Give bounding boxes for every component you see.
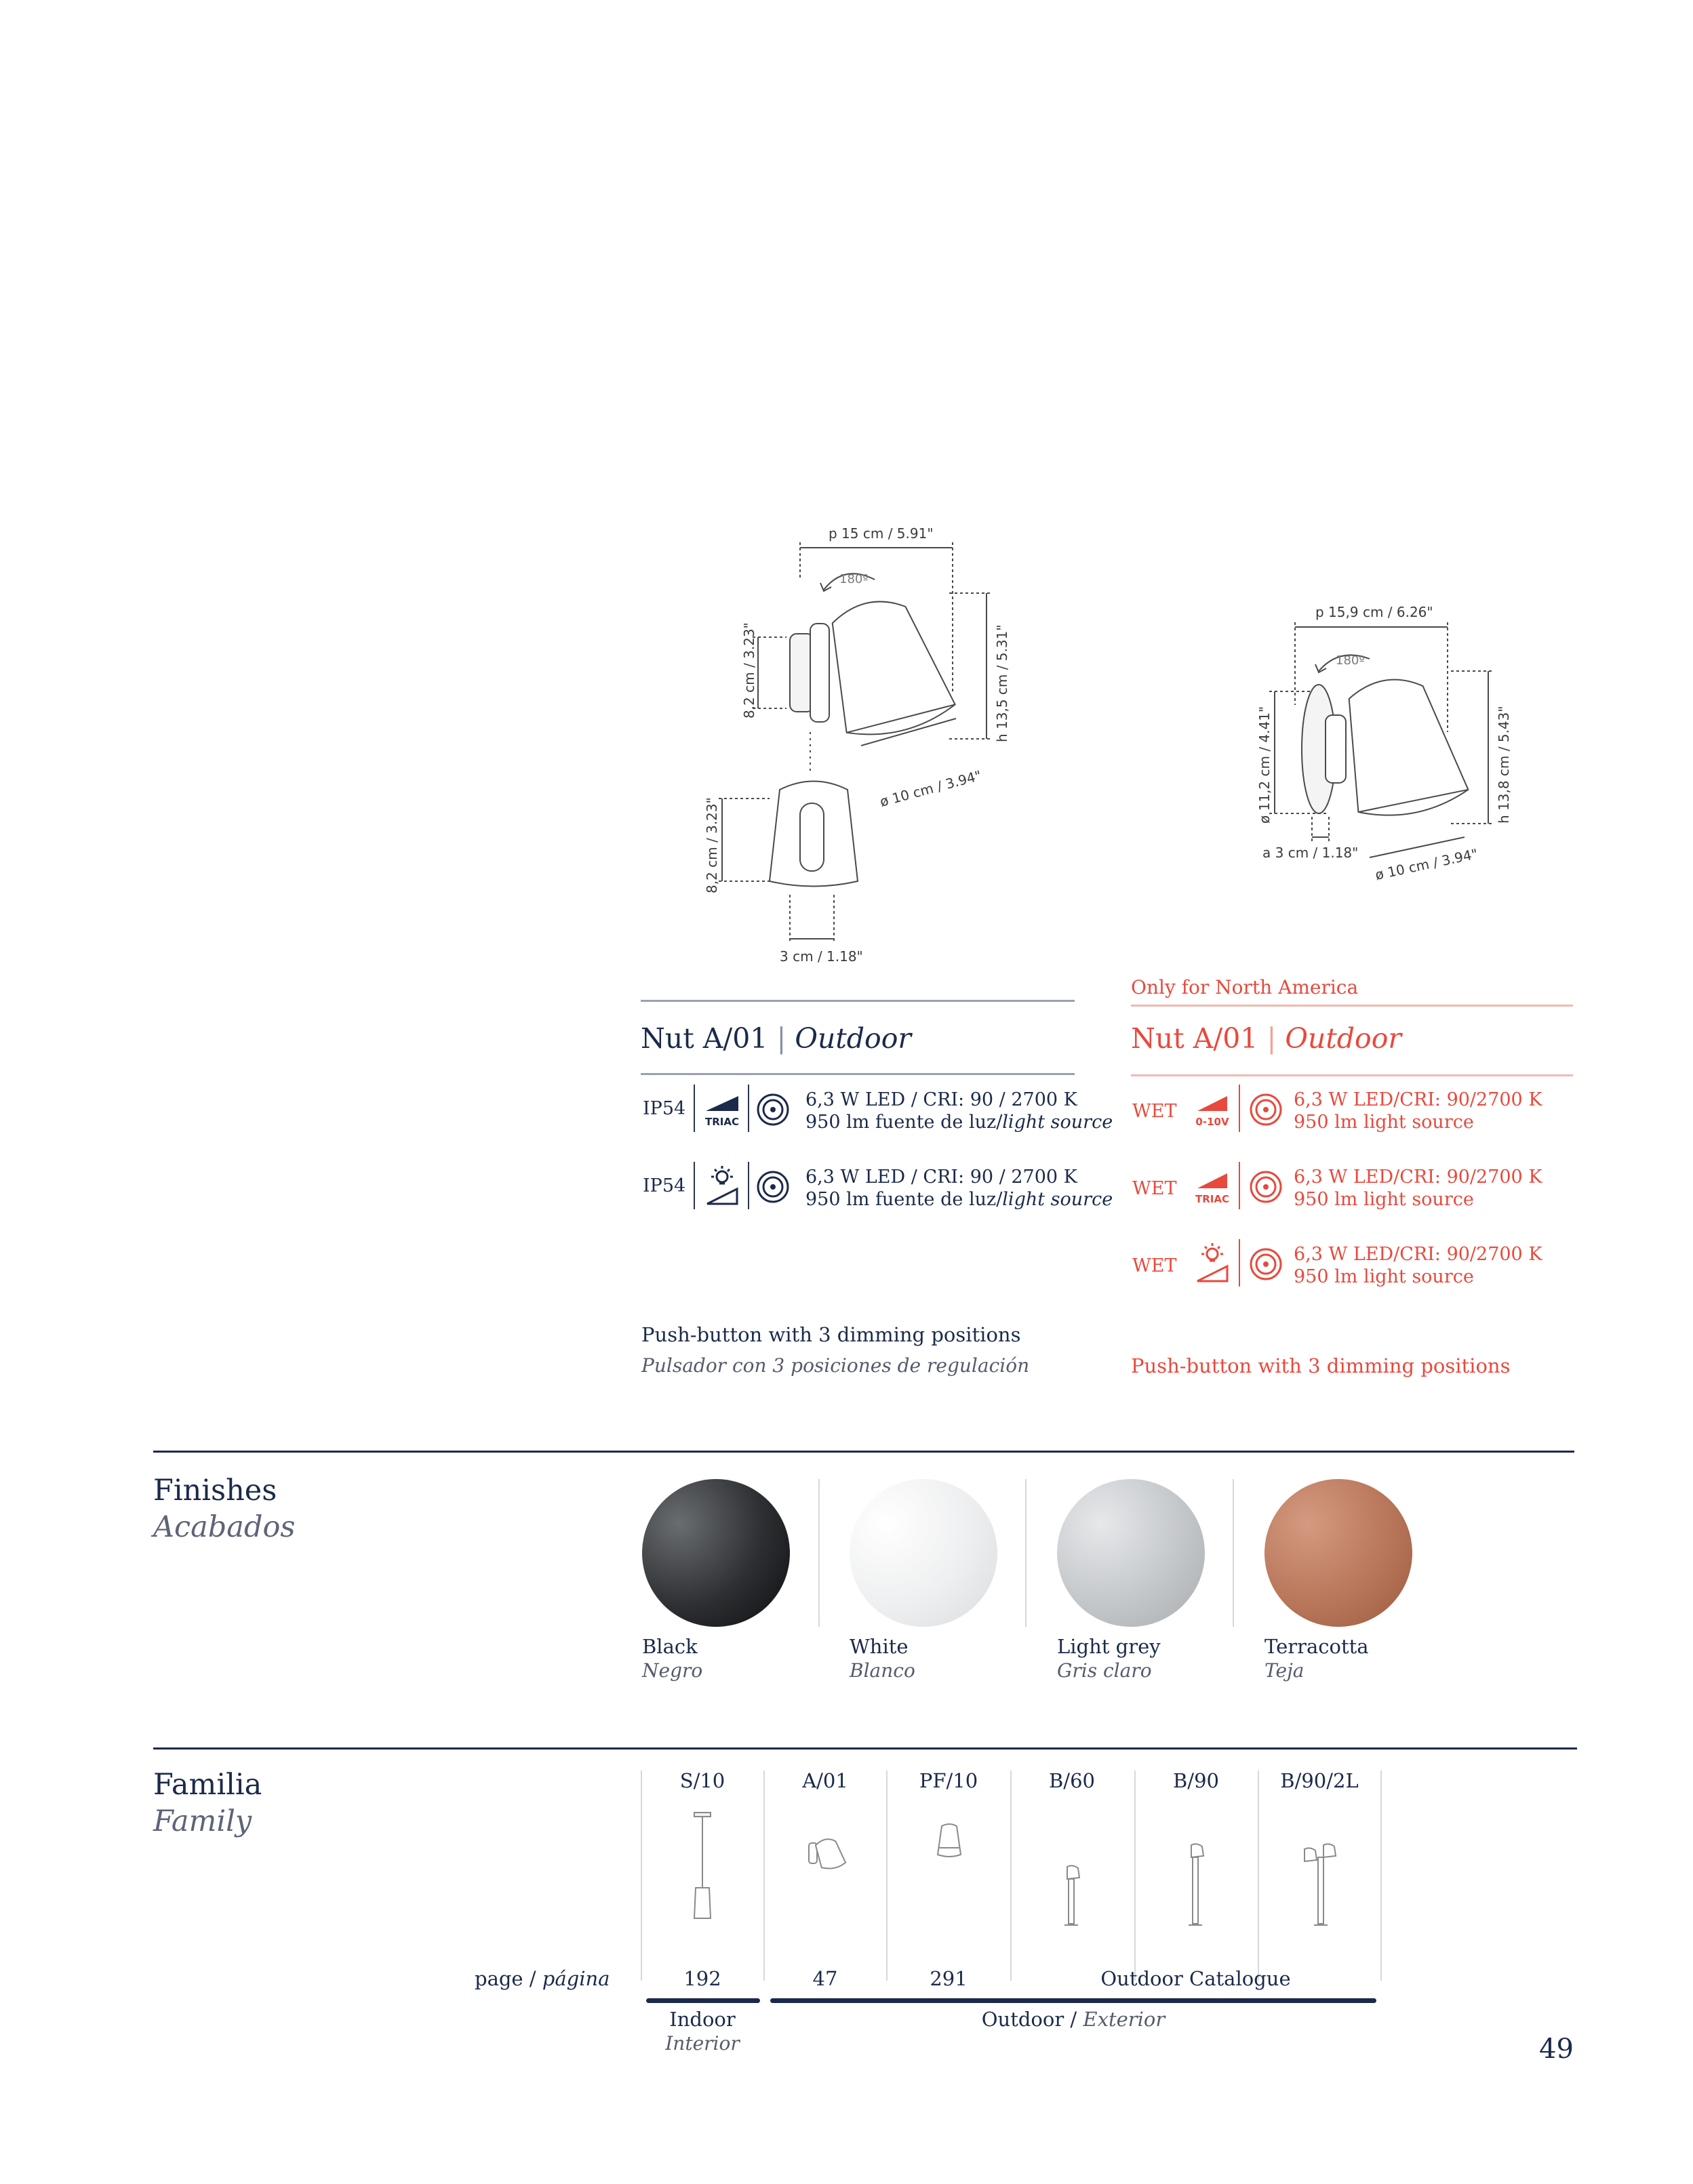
family-divider [763, 1771, 765, 1981]
spec-line-2: 950 lm light source [1294, 1112, 1474, 1133]
divider [1131, 1074, 1573, 1076]
spec-text [1294, 1089, 1542, 1133]
family-model[interactable]: S/10 [679, 1769, 725, 1792]
family-divider [1258, 1771, 1259, 1981]
outdoor-label: Outdoor / Exterior [981, 2008, 1166, 2031]
family-divider [1010, 1771, 1012, 1981]
divider [1131, 1005, 1573, 1007]
triac-label: TRIAC [705, 1116, 739, 1128]
push-dimmer-icon [702, 1165, 742, 1207]
led-source-icon [1249, 1247, 1283, 1281]
0-10v-label: 0-10V [1195, 1116, 1229, 1128]
dimming-note-es: Pulsador con 3 posiciones de regulación [641, 1354, 1030, 1377]
title-separator: | [1267, 1022, 1277, 1055]
title-separator: | [776, 1022, 786, 1055]
family-model[interactable]: A/01 [802, 1769, 848, 1792]
spec-line-1: 6,3 W LED / CRI: 90 / 2700 K [805, 1167, 1077, 1188]
family-divider [641, 1771, 642, 1981]
spec-line-2: 950 lm fuente de luz/light source [805, 1112, 1113, 1133]
led-source-icon [756, 1170, 790, 1204]
spec-text [805, 1089, 1113, 1133]
catalogue-ref[interactable]: Outdoor Catalogue [1100, 1967, 1291, 1990]
finish-name-es: Blanco [850, 1659, 915, 1682]
spec-text [1294, 1243, 1542, 1288]
triac-label: TRIAC [1195, 1193, 1229, 1205]
product-variant: Outdoor [1285, 1022, 1402, 1055]
spec-line-1: 6,3 W LED/CRI: 90/2700 K [1294, 1167, 1542, 1188]
ip-rating: IP54 [643, 1175, 686, 1196]
wall-lamp-icon [803, 1834, 851, 1874]
spec-line-2: 950 lm light source [1294, 1189, 1474, 1210]
finish-name-es: Gris claro [1057, 1659, 1152, 1682]
page-label: page / página [475, 1967, 610, 1990]
dim-label: ø 10 cm / 3.94" [1374, 845, 1479, 883]
section-rule [153, 1747, 1577, 1750]
spec-line-1: 6,3 W LED/CRI: 90/2700 K [1294, 1244, 1542, 1265]
finishes-title: Finishes [153, 1474, 277, 1508]
section-rule [153, 1451, 1574, 1453]
separator [1239, 1239, 1240, 1287]
indoor-label-es: Interior [665, 2032, 740, 2055]
finishes-title-es: Acabados [153, 1510, 296, 1544]
swatch-terracotta[interactable] [1264, 1479, 1412, 1627]
dim-label: 3 cm / 1.18" [780, 948, 863, 965]
product-name: Nut A/01 [1131, 1022, 1258, 1055]
separator [748, 1162, 749, 1209]
finish-name: White [850, 1635, 909, 1658]
finish-name-es: Negro [642, 1659, 703, 1682]
dim-label: 8,2 cm / 3.23" [704, 797, 720, 893]
spec-line-2: 950 lm light source [1294, 1266, 1474, 1287]
dim-label: h 13,8 cm / 5.43" [1496, 706, 1512, 824]
page-ref[interactable]: 47 [812, 1967, 838, 1990]
triac-icon [1192, 1165, 1233, 1206]
dim-label: 180º [839, 572, 869, 586]
separator [694, 1085, 695, 1132]
swatch-divider [1233, 1479, 1234, 1627]
bollard-90-icon [1183, 1842, 1210, 1928]
dim-label: ø 11,2 cm / 4.41" [1256, 706, 1273, 824]
dimming-note: Push-button with 3 dimming positions [641, 1323, 1021, 1346]
spec-text [1294, 1166, 1542, 1211]
swatch-black[interactable] [642, 1479, 790, 1627]
product-title-left [641, 1022, 911, 1055]
technical-drawing-left [678, 515, 1031, 990]
separator [1239, 1162, 1240, 1209]
spec-line-1: 6,3 W LED / CRI: 90 / 2700 K [805, 1089, 1077, 1110]
0-10v-icon [1192, 1088, 1233, 1129]
family-title-es: Family [153, 1804, 252, 1838]
ceiling-lamp-icon [932, 1822, 966, 1859]
dim-label: 180º [1336, 653, 1365, 668]
finish-name: Black [642, 1635, 698, 1658]
spec-text [805, 1166, 1113, 1211]
bollard-60-icon [1059, 1864, 1086, 1928]
swatch-white[interactable] [850, 1479, 997, 1627]
divider [641, 1073, 1075, 1075]
spec-line-1: 6,3 W LED/CRI: 90/2700 K [1294, 1089, 1542, 1110]
separator [694, 1162, 695, 1209]
separator [748, 1085, 749, 1132]
technical-drawing-right [1193, 596, 1519, 908]
dim-label: p 15,9 cm / 6.26" [1315, 604, 1433, 620]
divider [641, 1000, 1075, 1002]
triac-icon [702, 1088, 742, 1129]
family-divider [1134, 1771, 1136, 1981]
page-ref[interactable]: 291 [930, 1967, 968, 1990]
separator [1239, 1085, 1240, 1132]
family-model[interactable]: PF/10 [919, 1769, 978, 1792]
family-title: Familia [153, 1768, 262, 1802]
finish-name: Light grey [1057, 1635, 1161, 1658]
push-dimmer-icon [1192, 1242, 1233, 1284]
dim-label: a 3 cm / 1.18" [1262, 845, 1359, 861]
ip-rating: IP54 [643, 1098, 686, 1119]
finish-name-es: Teja [1264, 1659, 1304, 1682]
swatch-divider [818, 1479, 820, 1627]
page-number: 49 [1539, 2034, 1574, 2065]
dim-label: h 13,5 cm / 5.31" [994, 624, 1010, 742]
led-source-icon [1249, 1170, 1283, 1204]
page-ref[interactable]: 192 [683, 1967, 721, 1990]
dim-label: ø 10 cm / 3.94" [878, 767, 984, 810]
wet-rating: WET [1132, 1255, 1177, 1276]
family-divider [1380, 1771, 1382, 1981]
family-model[interactable]: B/90/2L [1280, 1769, 1359, 1792]
dimming-note: Push-button with 3 dimming positions [1131, 1354, 1511, 1377]
finish-name: Terracotta [1264, 1635, 1369, 1658]
spec-line-2: 950 lm fuente de luz/light source [805, 1189, 1113, 1210]
swatch-light-grey[interactable] [1057, 1479, 1205, 1627]
dim-label: 8,2 cm / 3.23" [741, 622, 757, 719]
bollard-90-2l-icon [1302, 1842, 1342, 1928]
family-divider [886, 1771, 888, 1981]
dim-label: p 15 cm / 5.91" [829, 525, 934, 542]
region-note: Only for North America [1131, 976, 1359, 998]
product-title-right [1131, 1022, 1401, 1055]
outdoor-bar [770, 1998, 1376, 2003]
product-name: Nut A/01 [641, 1022, 768, 1055]
led-source-icon [756, 1093, 790, 1127]
family-model[interactable]: B/60 [1049, 1769, 1095, 1792]
indoor-bar [646, 1998, 760, 2003]
wet-rating: WET [1132, 1178, 1177, 1199]
product-variant: Outdoor [795, 1022, 912, 1055]
indoor-label: Indoor [669, 2008, 736, 2031]
led-source-icon [1249, 1093, 1283, 1127]
pendant-lamp-icon [682, 1810, 723, 1925]
swatch-divider [1025, 1479, 1027, 1627]
family-model[interactable]: B/90 [1173, 1769, 1219, 1792]
wet-rating: WET [1132, 1101, 1177, 1122]
